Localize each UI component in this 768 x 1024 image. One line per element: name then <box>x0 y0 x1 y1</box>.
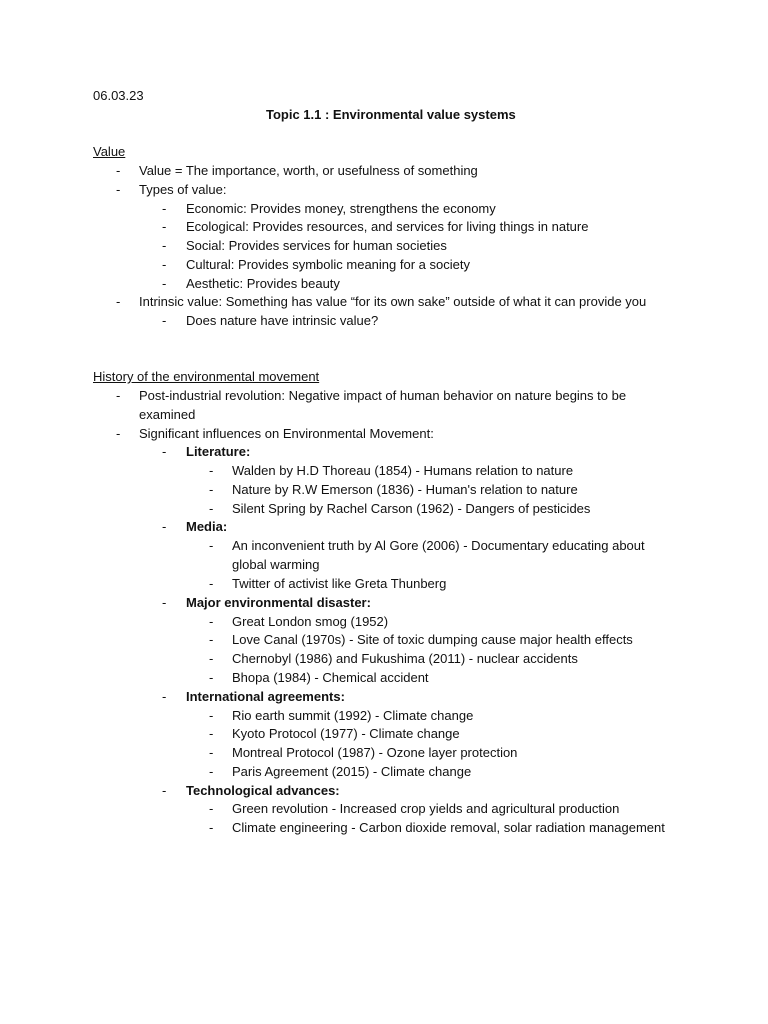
media-label: Media: <box>186 519 228 534</box>
bullet-dash: - <box>209 708 214 723</box>
bullet-dash: - <box>116 426 121 441</box>
disaster-item: Great London smog (1952) <box>232 614 389 629</box>
disaster-item: Chernobyl (1986) and Fukushima (2011) - nuclear accidents <box>232 651 578 666</box>
disaster-item: Love Canal (1970s) - Site of toxic dumping cause major health effects <box>232 632 633 647</box>
bullet-dash: - <box>209 632 214 647</box>
intrinsic-question: Does nature have intrinsic value? <box>186 313 379 328</box>
bullet-dash: - <box>162 238 167 253</box>
bullet-dash: - <box>162 313 167 328</box>
date: 06.03.23 <box>93 88 144 103</box>
agreement-item: Rio earth summit (1992) - Climate change <box>232 708 474 723</box>
bullet-dash: - <box>162 257 167 272</box>
post-industrial-line: examined <box>139 407 196 422</box>
bullet-dash: - <box>162 201 167 216</box>
literature-item: Walden by H.D Thoreau (1854) - Humans relation to nature <box>232 463 574 478</box>
value-type-item: Ecological: Provides resources, and services for living things in nature <box>186 219 589 234</box>
post-industrial-line: Post-industrial revolution: Negative impact of human behavior on nature begins to be <box>139 388 627 403</box>
technology-item: Climate engineering - Carbon dioxide removal, solar radiation management <box>232 820 665 835</box>
bullet-dash: - <box>162 276 167 291</box>
value-type-item: Aesthetic: Provides beauty <box>186 276 340 291</box>
page-title: Topic 1.1 : Environmental value systems <box>266 107 516 122</box>
bullet-dash: - <box>116 388 121 403</box>
technology-item: Green revolution - Increased crop yields and agricultural production <box>232 801 620 816</box>
literature-item: Silent Spring by Rachel Carson (1962) - Dangers of pesticides <box>232 501 591 516</box>
media-item-continued: global warming <box>232 557 320 572</box>
bullet-dash: - <box>162 444 167 459</box>
disasters-label: Major environmental disaster: <box>186 595 371 610</box>
bullet-dash: - <box>209 801 214 816</box>
bullet-dash: - <box>116 182 121 197</box>
agreement-item: Paris Agreement (2015) - Climate change <box>232 764 472 779</box>
bullet-dash: - <box>209 501 214 516</box>
influences-label: Significant influences on Environmental Movement: <box>139 426 434 441</box>
disaster-item: Bhopa (1984) - Chemical accident <box>232 670 429 685</box>
bullet-dash: - <box>209 745 214 760</box>
literature-label: Literature: <box>186 444 251 459</box>
technology-label: Technological advances: <box>186 783 340 798</box>
bullet-dash: - <box>116 163 121 178</box>
bullet-dash: - <box>209 764 214 779</box>
history-heading: History of the environmental movement <box>93 369 320 384</box>
value-heading: Value <box>93 144 126 159</box>
bullet-dash: - <box>162 595 167 610</box>
bullet-dash: - <box>209 614 214 629</box>
value-type-item: Social: Provides services for human societies <box>186 238 447 253</box>
agreement-item: Kyoto Protocol (1977) - Climate change <box>232 726 460 741</box>
bullet-dash: - <box>209 482 214 497</box>
bullet-dash: - <box>162 783 167 798</box>
bullet-dash: - <box>209 538 214 553</box>
bullet-dash: - <box>209 820 214 835</box>
value-type-item: Cultural: Provides symbolic meaning for a society <box>186 257 470 272</box>
bullet-dash: - <box>209 726 214 741</box>
bullet-dash: - <box>162 689 167 704</box>
bullet-dash: - <box>162 219 167 234</box>
literature-item: Nature by R.W Emerson (1836) - Human's relation to nature <box>232 482 578 497</box>
value-definition: Value = The importance, worth, or usefulness of something <box>139 163 478 178</box>
bullet-dash: - <box>209 651 214 666</box>
bullet-dash: - <box>162 519 167 534</box>
bullet-dash: - <box>209 670 214 685</box>
types-label: Types of value: <box>139 182 227 197</box>
intrinsic-value: Intrinsic value: Something has value “for its own sake” outside of what it can provide you <box>139 294 647 309</box>
agreements-label: International agreements: <box>186 689 345 704</box>
agreement-item: Montreal Protocol (1987) - Ozone layer protection <box>232 745 518 760</box>
value-type-item: Economic: Provides money, strengthens the economy <box>186 201 496 216</box>
media-item: Twitter of activist like Greta Thunberg <box>232 576 447 591</box>
bullet-dash: - <box>116 294 121 309</box>
media-item: An inconvenient truth by Al Gore (2006) - Documentary educating about <box>232 538 645 553</box>
bullet-dash: - <box>209 463 214 478</box>
bullet-dash: - <box>209 576 214 591</box>
